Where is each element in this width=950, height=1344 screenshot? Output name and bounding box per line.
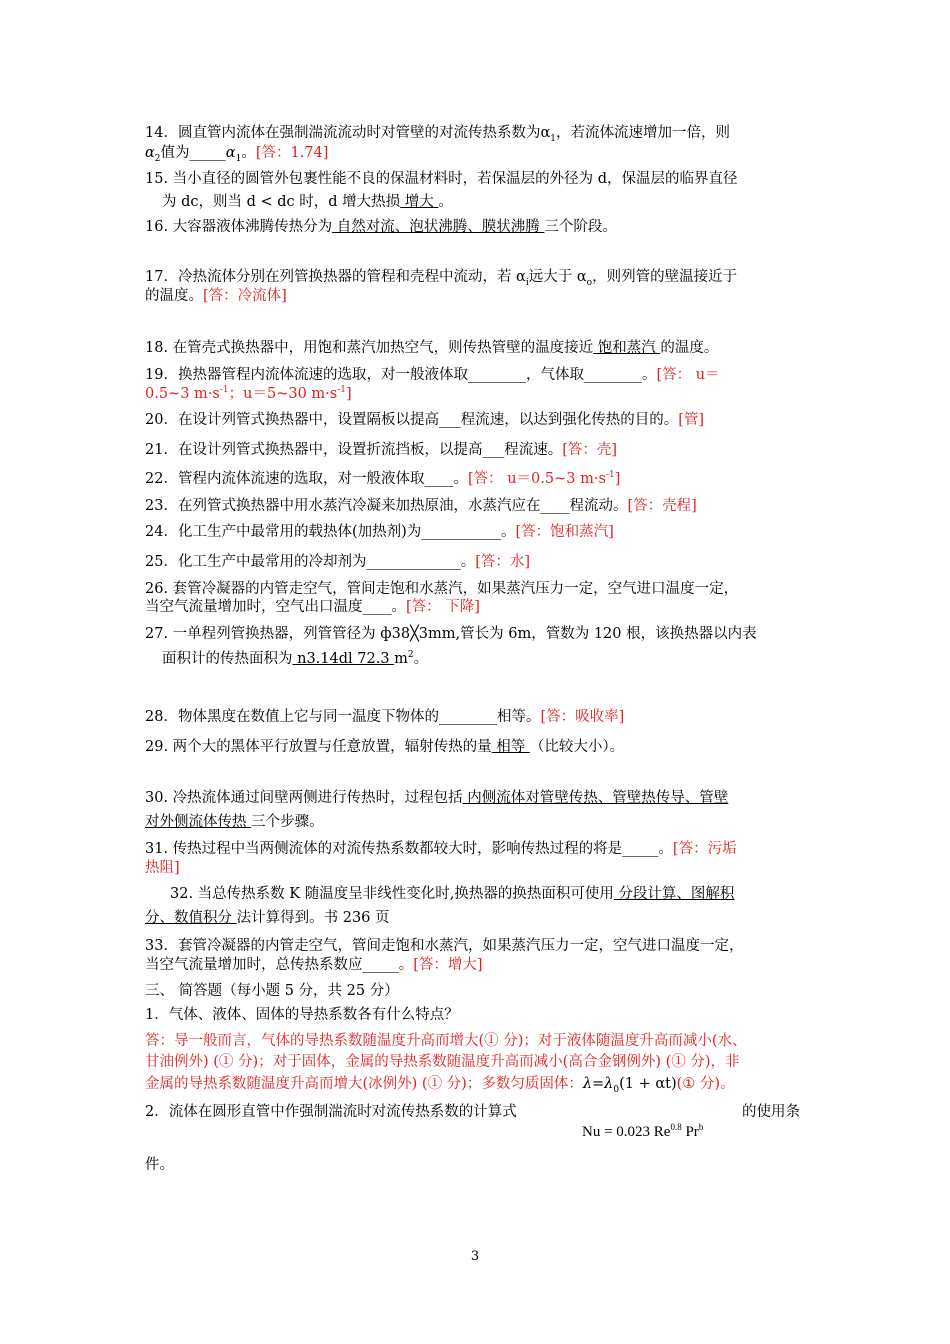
- short-q2-line1-end: 的使用条: [742, 1104, 800, 1120]
- short-q2-line1: 2．流体在圆形直管中作强制湍流时对流传热系数的计算式: [145, 1104, 517, 1120]
- q19-answer: 0.5~3 $m\cdot s^{-1}$；u＝5~30 $m\cdot s^{-1}$]: [145, 385, 352, 402]
- page-number: 3: [470, 1249, 480, 1264]
- short-q2-line2: 件。: [145, 1157, 174, 1173]
- q32-line1: 32. 当总传热系数 K 随温度呈非线性变化时,换热器的换热面积可使用 分段计算、图解积: [170, 886, 735, 902]
- short-q1: 1．气体、液体、固体的导热系数各有什么特点？: [145, 1007, 459, 1023]
- q18: 18. 在管壳式换热器中，用饱和蒸汽加热空气，则传热管壁的温度接近 饱和蒸汽 的温度。: [145, 340, 719, 356]
- q17-line1: 17．冷热流体分别在列管换热器的管程和壳程中流动，若 $\alpha_i$远大于 $\alpha_o$，则列管的壁温接近于: [145, 269, 738, 288]
- q14-line1: 14．圆直管内流体在强制湍流流动时对管壁的对流传热系数为$\alpha_1$，若流体流速增加一倍，则: [145, 125, 730, 144]
- section-3-heading: 三、 简答题（每小题 5 分，共 25 分）: [145, 983, 399, 999]
- q17-answer: [答：冷流体]: [203, 288, 287, 304]
- q33-line1: 33．套管冷凝器的内管走空气，管间走饱和水蒸汽，如果蒸汽压力一定，空气进口温度一定，: [145, 938, 744, 954]
- q19-line1: 19．换热器管程内流体流速的选取，对一般液体取________，气体取________。[答： u＝: [145, 367, 720, 383]
- q33-line2: 当空气流量增加时，总传热系数应_____。[答：增大]: [145, 957, 483, 973]
- q14-line2: $\alpha_2$值为$\_\_\_\_\_\alpha_1$。[答：1.74]: [145, 145, 329, 164]
- q24: 24．化工生产中最常用的载热体(加热剂)为___________。[答：饱和蒸汽]: [145, 524, 614, 540]
- conductivity-formula: $\lambda=\lambda_0(1 + \alpha t)$: [582, 1076, 677, 1095]
- q27-line2: 面积计的传热面积为 n3.14dl 72.3 $m^2$。: [162, 650, 429, 667]
- q31-line2: 热阻]: [145, 860, 180, 876]
- q15-line1: 15. 当小直径的圆管外包裹性能不良的保温材料时，若保温层的外径为 d，保温层的临界直径: [145, 171, 738, 187]
- q20: 20．在设计列管式换热器中，设置隔板以提高___程流速，以达到强化传热的目的。[管]: [145, 412, 705, 428]
- q15-line2: 为 dc，则当 d < dc 时，d 增大热损 增大 。: [162, 194, 453, 210]
- q21: 21．在设计列管式换热器中，设置折流挡板，以提高___程流速。[答：壳]: [145, 442, 618, 458]
- q23: 23．在列管式换热器中用水蒸汽冷凝来加热原油，水蒸汽应在____程流动。[答：壳程]: [145, 498, 697, 514]
- q17-line2: 的温度。[答：冷流体]: [145, 288, 287, 304]
- short-q1-answer-line3: 金属的导热系数随温度升高而增大(冰例外) (① 分)；多数匀质固体：$\lambda=\lambda_0(1$ + αt)(① 分)。: [145, 1076, 735, 1095]
- q32-line2: 分、数值积分 法计算得到。书 236 页: [145, 910, 390, 926]
- nusselt-formula: Nu = 0.023 $Re^{0.8}$ Pr$^b$: [582, 1122, 704, 1140]
- q30-line1: 30. 冷热流体通过间壁两侧进行传热时，过程包括 内侧流体对管壁传热、管壁热传导、管壁: [145, 790, 729, 806]
- q26-line2: 当空气流量增加时，空气出口温度____。[答： 下降]: [145, 599, 480, 615]
- short-q1-answer-line1: 答：导一般而言，气体的导热系数随温度升高而增大(① 分)；对于液体随温度升高而减小(水、: [145, 1033, 747, 1049]
- q29: 29. 两个大的黑体平行放置与任意放置，辐射传热的量 相等 （比较大小）。: [145, 739, 625, 755]
- q30-line2: 对外侧流体传热 三个步骤。: [145, 814, 324, 830]
- short-q1-answer-line2: 甘油例外) (① 分)；对于固体，金属的导热系数随温度升高而减小(高合金钢例外) (① 分)，非: [145, 1054, 740, 1070]
- q14-answer: [答：1.74]: [255, 145, 329, 161]
- q31-line1: 31. 传热过程中当两侧流体的对流传热系数都较大时，影响传热过程的将是_____。[答：污垢: [145, 841, 737, 857]
- q26-line1: 26. 套管冷凝器的内管走空气，管间走饱和水蒸汽，如果蒸汽压力一定，空气进口温度一定，: [145, 581, 739, 597]
- q22: 22．管程内流体流速的选取，对一般液体取____。[答： u＝0.5~3 $m\cdot s^{-1}$]: [145, 470, 621, 487]
- q27-line1: 27. 一单程列管换热器，列管管径为 ф38╳3mm,管长为 6m，管数为 120 根，该换热器以内表: [145, 626, 757, 642]
- q25: 25．化工生产中最常用的冷却剂为_____________。[答：水]: [145, 554, 531, 570]
- q16: 16. 大容器液体沸腾传热分为 自然对流、泡状沸腾、膜状沸腾 三个阶段。: [145, 219, 617, 235]
- q28: 28．物体黑度在数值上它与同一温度下物体的________相等。[答：吸收率]: [145, 709, 625, 725]
- q14-blank: _____: [189, 145, 226, 161]
